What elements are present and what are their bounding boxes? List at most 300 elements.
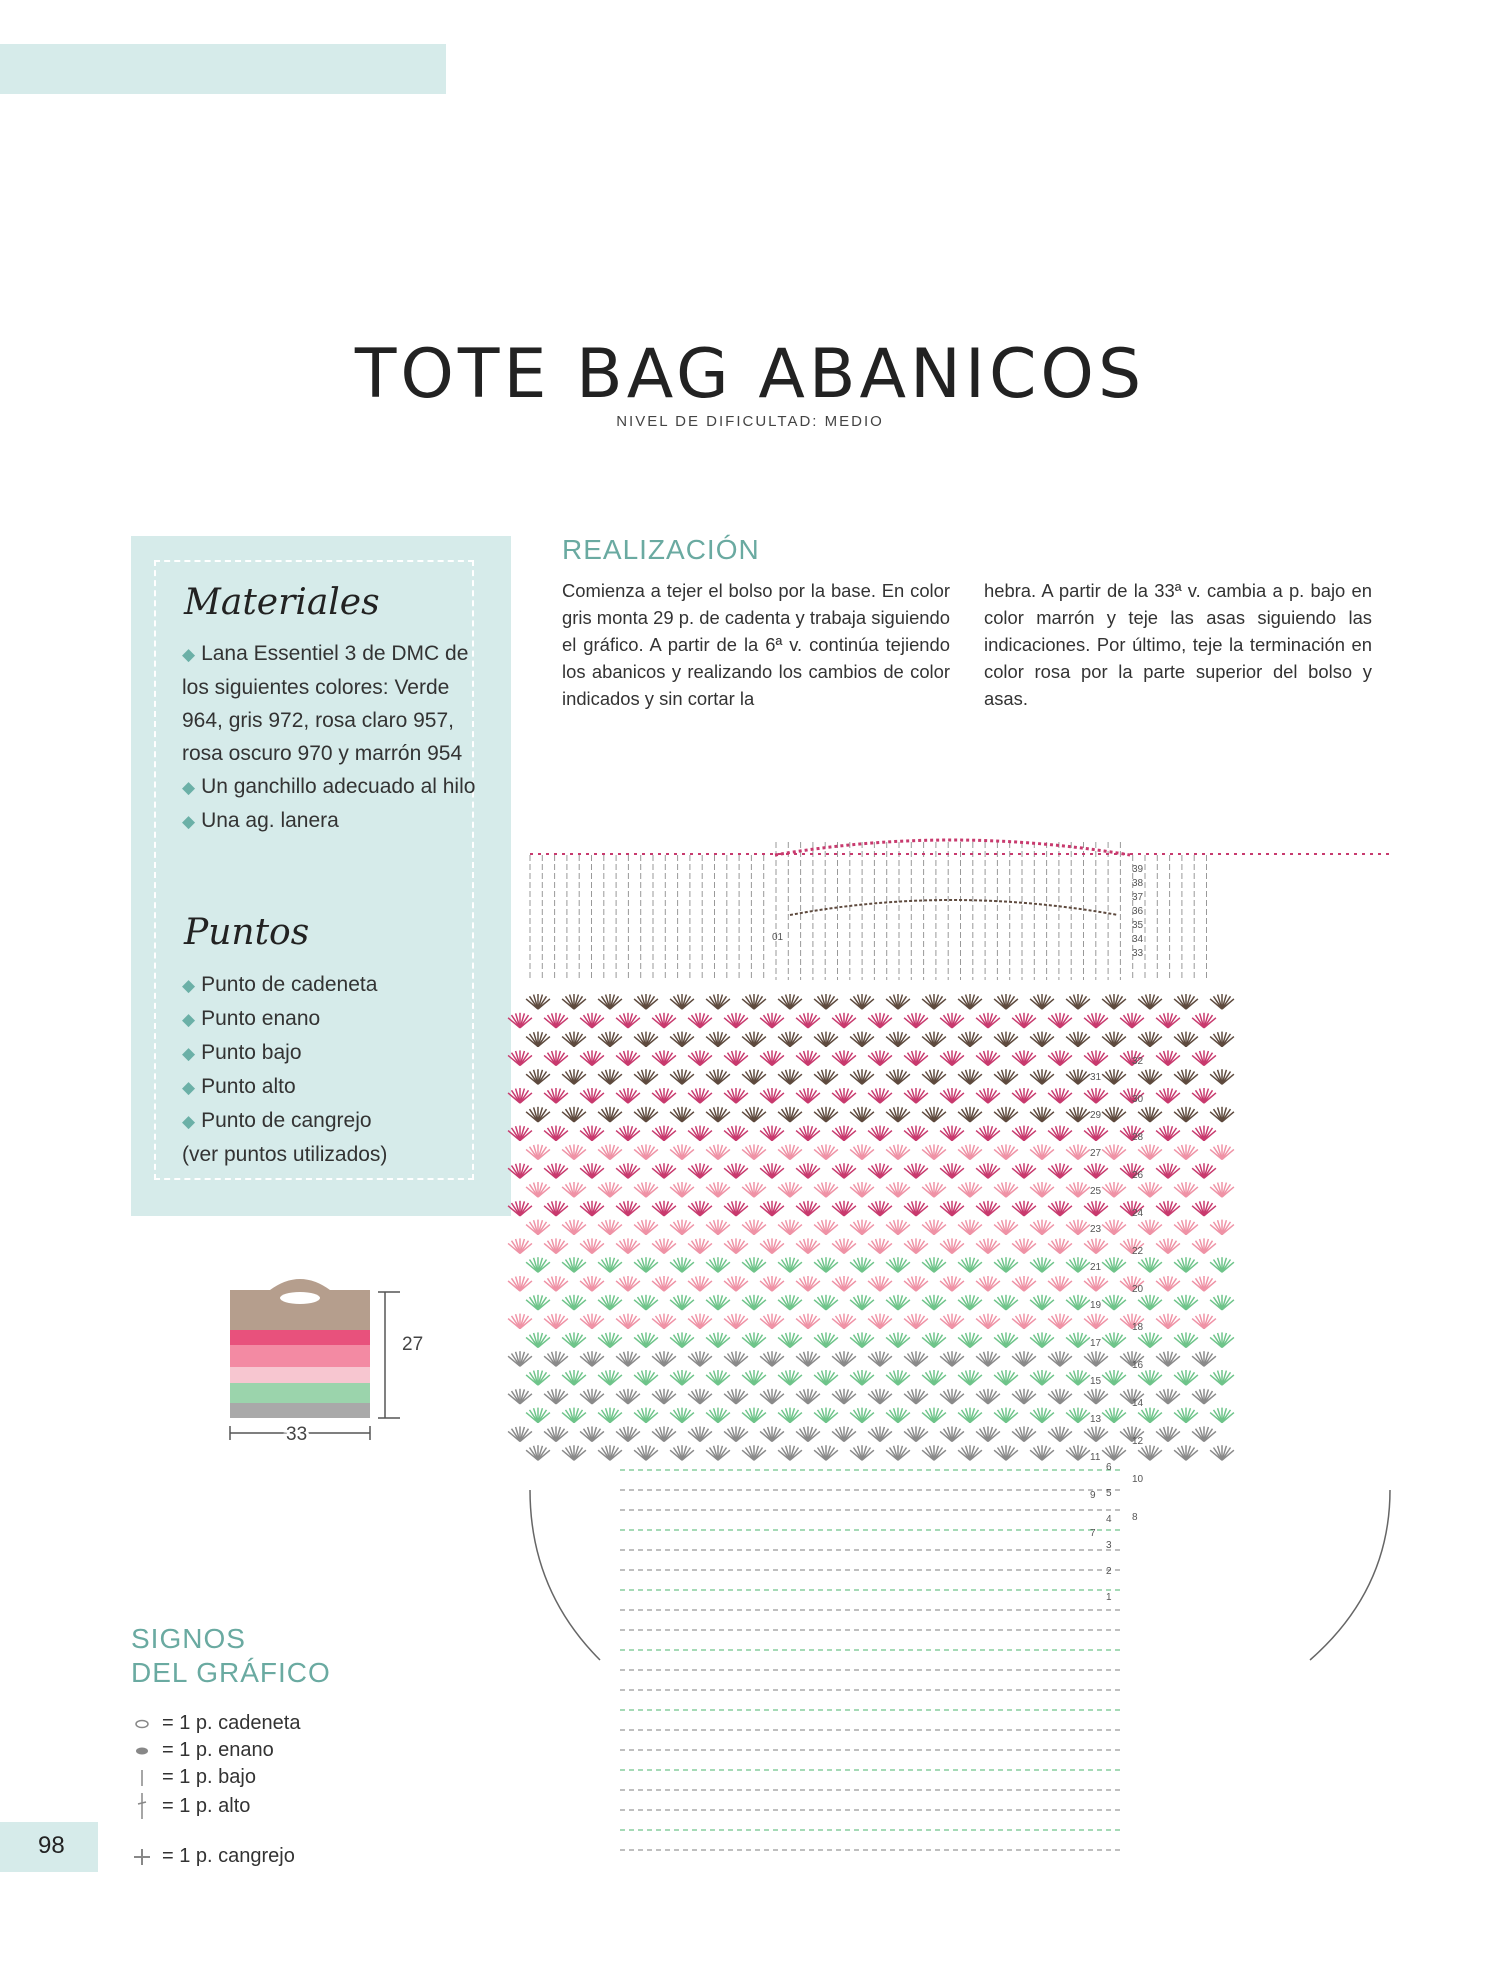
- fan-stitch: [544, 1238, 568, 1253]
- fan-stitch: [598, 1220, 622, 1235]
- fan-stitch: [778, 1370, 802, 1385]
- fan-stitch: [616, 1201, 640, 1216]
- fan-stitch: [1084, 1426, 1108, 1441]
- fan-stitch: [598, 1370, 622, 1385]
- stitches-heading: Puntos: [184, 912, 310, 953]
- fan-stitch: [760, 1314, 784, 1329]
- fan-stitch: [940, 1050, 964, 1065]
- fan-stitch: [904, 1389, 928, 1404]
- fan-stitch: [1084, 1238, 1108, 1253]
- fan-stitch: [1012, 1351, 1036, 1366]
- fan-stitch: [1084, 1050, 1108, 1065]
- fan-stitch: [904, 1426, 928, 1441]
- slip-stitch-icon: [130, 1746, 154, 1756]
- fan-stitch: [1210, 1182, 1234, 1197]
- fan-stitch: [922, 1220, 946, 1235]
- fan-stitch: [508, 1314, 532, 1329]
- fan-stitch: [652, 1351, 676, 1366]
- fan-stitch: [778, 1107, 802, 1122]
- fan-stitch: [976, 1426, 1000, 1441]
- fan-stitch: [832, 1088, 856, 1103]
- fan-stitch: [688, 1314, 712, 1329]
- fan-stitch: [958, 1370, 982, 1385]
- fan-stitch: [562, 1370, 586, 1385]
- fan-stitch: [796, 1426, 820, 1441]
- fan-stitch: [508, 1351, 532, 1366]
- fan-stitch: [1066, 1257, 1090, 1272]
- fan-stitch: [976, 1314, 1000, 1329]
- fan-stitch: [688, 1389, 712, 1404]
- fan-stitch: [1012, 1050, 1036, 1065]
- fan-stitch: [688, 1238, 712, 1253]
- realization-column-1: Comienza a tejer el bolso por la base. En color gris monta 29 p. de cadenta y trabaja siguiendo el gráfico. A partir de la 6ª v. continúa tejiendo los abanicos y realizando los cambios de color indicados y sin cortar la: [562, 580, 950, 709]
- fan-stitch: [760, 1088, 784, 1103]
- row-number: 12: [1132, 1436, 1144, 1447]
- fan-stitch: [814, 1370, 838, 1385]
- fan-stitch: [886, 1445, 910, 1460]
- fan-stitch: [742, 1295, 766, 1310]
- row-number: 25: [1090, 1186, 1102, 1197]
- fan-stitch: [544, 1426, 568, 1441]
- fan-stitch: [922, 994, 946, 1009]
- fan-stitch: [1156, 1426, 1180, 1441]
- fan-stitch: [634, 1182, 658, 1197]
- fan-stitch: [508, 1163, 532, 1178]
- fan-stitch: [1138, 1220, 1162, 1235]
- row-number: 28: [1132, 1132, 1144, 1143]
- fan-stitch: [742, 1370, 766, 1385]
- fan-stitch: [1048, 1163, 1072, 1178]
- fan-stitch: [940, 1238, 964, 1253]
- fan-stitch: [1192, 1088, 1216, 1103]
- fan-stitch: [814, 1182, 838, 1197]
- row-number: 39: [1132, 864, 1144, 875]
- fan-stitch: [976, 1276, 1000, 1291]
- row-number: 5: [1106, 1488, 1112, 1499]
- fan-stitch: [634, 1032, 658, 1047]
- fan-stitch: [796, 1201, 820, 1216]
- fan-stitch: [1012, 1314, 1036, 1329]
- fan-stitch: [796, 1389, 820, 1404]
- row-number: 4: [1106, 1514, 1112, 1525]
- fan-stitch: [1030, 994, 1054, 1009]
- fan-stitch: [652, 1201, 676, 1216]
- bag-width-label: 33: [286, 1424, 308, 1445]
- fan-stitch: [1012, 1426, 1036, 1441]
- fan-stitch: [778, 1445, 802, 1460]
- fan-stitch: [742, 1107, 766, 1122]
- fan-stitch: [724, 1013, 748, 1028]
- fan-stitch: [1174, 1144, 1198, 1159]
- fan-stitch: [886, 1257, 910, 1272]
- diamond-bullet-icon: ◆: [182, 1010, 196, 1029]
- fan-stitch: [778, 1332, 802, 1347]
- fan-stitch: [958, 1069, 982, 1084]
- fan-stitch: [958, 1408, 982, 1423]
- fan-stitch: [706, 1295, 730, 1310]
- fan-stitch: [814, 1032, 838, 1047]
- row-number: 18: [1132, 1322, 1144, 1333]
- fan-stitch: [634, 1069, 658, 1084]
- fan-stitch: [796, 1126, 820, 1141]
- fan-stitch: [724, 1389, 748, 1404]
- fan-stitch: [760, 1201, 784, 1216]
- fan-stitch: [868, 1389, 892, 1404]
- fan-stitch: [994, 1257, 1018, 1272]
- fan-stitch: [814, 994, 838, 1009]
- fan-stitch: [868, 1126, 892, 1141]
- fan-stitch: [976, 1013, 1000, 1028]
- row-number: 35: [1132, 920, 1144, 931]
- fan-stitch: [1210, 1069, 1234, 1084]
- fan-stitch: [562, 1295, 586, 1310]
- fan-stitch: [1156, 1050, 1180, 1065]
- fan-stitch: [634, 994, 658, 1009]
- bag-dimension-figure: [210, 1270, 424, 1450]
- diamond-bullet-icon: ◆: [182, 1078, 196, 1097]
- fan-stitch: [922, 1445, 946, 1460]
- signs-heading: SIGNOS DEL GRÁFICO: [131, 1623, 331, 1688]
- fan-stitch: [922, 1144, 946, 1159]
- fan-stitch: [1102, 1182, 1126, 1197]
- fan-stitch: [580, 1201, 604, 1216]
- fan-stitch: [742, 1445, 766, 1460]
- crab-stitch-icon: [130, 1847, 154, 1867]
- materials-heading: Materiales: [184, 582, 380, 623]
- fan-stitch: [706, 1182, 730, 1197]
- fan-stitch: [598, 1445, 622, 1460]
- fan-stitch: [580, 1276, 604, 1291]
- fan-stitch: [1084, 1276, 1108, 1291]
- fan-stitch: [814, 1257, 838, 1272]
- fan-stitch: [526, 1107, 550, 1122]
- fan-stitch: [760, 1276, 784, 1291]
- fan-stitch: [1174, 1069, 1198, 1084]
- stitches-list: [182, 968, 482, 1171]
- fan-stitch: [724, 1088, 748, 1103]
- fan-stitch: [1192, 1050, 1216, 1065]
- fan-stitch: [976, 1088, 1000, 1103]
- fan-stitch: [1210, 1107, 1234, 1122]
- fan-stitch: [1174, 1182, 1198, 1197]
- fan-stitch: [796, 1163, 820, 1178]
- fan-stitch: [1156, 1351, 1180, 1366]
- fan-stitch: [1138, 1107, 1162, 1122]
- fan-stitch: [1138, 1032, 1162, 1047]
- fan-stitch: [616, 1050, 640, 1065]
- fan-stitch: [868, 1276, 892, 1291]
- fan-stitch: [598, 1107, 622, 1122]
- fan-stitch: [598, 994, 622, 1009]
- fan-stitch: [652, 1088, 676, 1103]
- fan-stitch: [1174, 1220, 1198, 1235]
- row-number: 14: [1132, 1398, 1144, 1409]
- fan-stitch: [1210, 1032, 1234, 1047]
- legend-row: = 1 p. enano: [130, 1737, 300, 1764]
- fan-stitch: [742, 1032, 766, 1047]
- fan-stitch: [1084, 1351, 1108, 1366]
- fan-stitch: [760, 1351, 784, 1366]
- realization-column-2: hebra. A partir de la 33ª v. cambia a p. bajo en color marrón y teje las asas siguiendo las indicaciones. Por último, teje la terminación en color rosa por la parte superior del bolso y asas.: [984, 580, 1372, 709]
- row-number: 8: [1132, 1512, 1138, 1523]
- row-number: 29: [1090, 1110, 1102, 1121]
- fan-stitch: [1048, 1088, 1072, 1103]
- fan-stitch: [562, 1107, 586, 1122]
- fan-stitch: [1192, 1351, 1216, 1366]
- fan-stitch: [796, 1351, 820, 1366]
- fan-stitch: [580, 1314, 604, 1329]
- fan-stitch: [1030, 1107, 1054, 1122]
- fan-stitch: [616, 1276, 640, 1291]
- fan-stitch: [1030, 1220, 1054, 1235]
- fan-stitch: [1138, 1408, 1162, 1423]
- fan-stitch: [508, 1426, 532, 1441]
- fan-stitch: [724, 1163, 748, 1178]
- fan-stitch: [760, 1163, 784, 1178]
- fan-stitch: [958, 1220, 982, 1235]
- fan-stitch: [598, 1408, 622, 1423]
- fan-stitch: [814, 1144, 838, 1159]
- fan-stitch: [814, 1445, 838, 1460]
- fan-stitch: [634, 1332, 658, 1347]
- fan-stitch: [580, 1238, 604, 1253]
- fan-stitch: [634, 1107, 658, 1122]
- fan-stitch: [1192, 1126, 1216, 1141]
- stitch-item: ◆ Punto bajo: [182, 1041, 302, 1064]
- fan-stitch: [760, 1426, 784, 1441]
- row-number: 7: [1090, 1528, 1096, 1539]
- realization-heading: REALIZACIÓN: [562, 534, 760, 565]
- fan-stitch: [796, 1013, 820, 1028]
- fan-stitch: [688, 1163, 712, 1178]
- fan-stitch: [544, 1201, 568, 1216]
- fan-stitch: [940, 1389, 964, 1404]
- fan-stitch: [868, 1238, 892, 1253]
- fan-stitch: [940, 1013, 964, 1028]
- fan-stitch: [994, 1144, 1018, 1159]
- fan-stitch: [1084, 1088, 1108, 1103]
- fan-stitch: [1174, 1295, 1198, 1310]
- row-number: 26: [1132, 1170, 1144, 1181]
- fan-stitch: [976, 1389, 1000, 1404]
- fan-stitch: [760, 1126, 784, 1141]
- fan-stitch: [706, 1445, 730, 1460]
- fan-stitch: [526, 1144, 550, 1159]
- fan-stitch: [1084, 1163, 1108, 1178]
- fan-stitch: [850, 1257, 874, 1272]
- fan-stitch: [868, 1050, 892, 1065]
- fan-stitch: [1102, 1445, 1126, 1460]
- fan-stitch: [1138, 1069, 1162, 1084]
- fan-stitch: [670, 1107, 694, 1122]
- fan-stitch: [922, 1069, 946, 1084]
- fan-stitch: [1210, 1257, 1234, 1272]
- fan-stitch: [796, 1276, 820, 1291]
- fan-stitch: [688, 1276, 712, 1291]
- row-number: 3: [1106, 1540, 1112, 1551]
- fan-stitch: [652, 1050, 676, 1065]
- fan-stitch: [670, 1182, 694, 1197]
- fan-stitch: [1048, 1314, 1072, 1329]
- fan-stitch: [670, 1370, 694, 1385]
- row-number: 23: [1090, 1224, 1102, 1235]
- fan-stitch: [724, 1050, 748, 1065]
- fan-stitch: [796, 1050, 820, 1065]
- fan-stitch: [670, 1295, 694, 1310]
- fan-stitch: [1066, 1408, 1090, 1423]
- fan-stitch: [1156, 1126, 1180, 1141]
- fan-stitch: [922, 1032, 946, 1047]
- fan-stitch: [1012, 1088, 1036, 1103]
- fan-stitch: [670, 1408, 694, 1423]
- row-number: 20: [1132, 1284, 1144, 1295]
- fan-stitch: [1138, 1257, 1162, 1272]
- row-number: 22: [1132, 1246, 1144, 1257]
- handle-top-edge: [775, 840, 1130, 855]
- fan-stitch: [940, 1163, 964, 1178]
- fan-stitch: [832, 1238, 856, 1253]
- fan-stitch: [904, 1238, 928, 1253]
- handle-opening-edge: [790, 900, 1118, 915]
- fan-stitch: [1192, 1276, 1216, 1291]
- fan-stitch: [598, 1295, 622, 1310]
- fan-stitch: [976, 1351, 1000, 1366]
- fan-stitch: [1174, 994, 1198, 1009]
- fan-stitch: [1192, 1389, 1216, 1404]
- fan-stitch: [1066, 994, 1090, 1009]
- fan-stitch: [616, 1126, 640, 1141]
- fan-stitch: [1192, 1314, 1216, 1329]
- fan-stitch: [850, 1220, 874, 1235]
- fan-stitch: [580, 1050, 604, 1065]
- fan-stitch: [958, 1295, 982, 1310]
- fan-stitch: [832, 1201, 856, 1216]
- fan-stitch: [526, 1332, 550, 1347]
- fan-stitch: [1210, 1445, 1234, 1460]
- fan-stitch: [850, 1182, 874, 1197]
- fan-stitch: [1102, 994, 1126, 1009]
- fan-stitch: [1156, 1389, 1180, 1404]
- fan-stitch: [706, 1370, 730, 1385]
- fan-stitch: [1156, 1088, 1180, 1103]
- fan-stitch: [1012, 1389, 1036, 1404]
- fan-stitch: [706, 1332, 730, 1347]
- fan-stitch: [688, 1050, 712, 1065]
- fan-stitch: [562, 1032, 586, 1047]
- fan-stitch: [580, 1088, 604, 1103]
- fan-stitch: [976, 1050, 1000, 1065]
- fan-stitch: [958, 1445, 982, 1460]
- fan-stitch: [778, 1069, 802, 1084]
- fan-stitch: [1102, 1032, 1126, 1047]
- fan-stitch: [706, 1107, 730, 1122]
- fan-stitch: [904, 1126, 928, 1141]
- fan-stitch: [922, 1408, 946, 1423]
- stitch-item: ◆ Punto alto: [182, 1075, 296, 1098]
- fan-stitch: [724, 1238, 748, 1253]
- fan-stitch: [1102, 1220, 1126, 1235]
- fan-stitch: [526, 1257, 550, 1272]
- fan-stitch: [832, 1426, 856, 1441]
- fan-stitch: [1012, 1201, 1036, 1216]
- fan-stitch: [688, 1126, 712, 1141]
- fan-stitch: [922, 1332, 946, 1347]
- fan-stitch: [1066, 1332, 1090, 1347]
- diamond-bullet-icon: ◆: [182, 812, 196, 831]
- fan-stitch: [832, 1050, 856, 1065]
- row-number: 10: [1132, 1474, 1144, 1485]
- stitch-item: ◆ Punto de cangrejo: [182, 1109, 372, 1132]
- row-number: 11: [1090, 1452, 1101, 1463]
- fan-stitch: [1156, 1201, 1180, 1216]
- fan-stitch: [850, 1295, 874, 1310]
- fan-stitch: [868, 1088, 892, 1103]
- fan-stitch: [526, 1182, 550, 1197]
- fan-stitch: [562, 1182, 586, 1197]
- row-number: 9: [1090, 1490, 1096, 1501]
- fan-stitch: [724, 1126, 748, 1141]
- fan-stitch: [580, 1126, 604, 1141]
- fan-stitch: [814, 1220, 838, 1235]
- fan-stitch: [814, 1069, 838, 1084]
- fan-stitch: [778, 1295, 802, 1310]
- chain-stitch-icon: [130, 1719, 154, 1729]
- fan-stitch: [904, 1314, 928, 1329]
- fan-stitch: [652, 1238, 676, 1253]
- fan-stitch: [562, 1069, 586, 1084]
- fan-stitch: [886, 1220, 910, 1235]
- fan-stitch: [940, 1351, 964, 1366]
- fan-stitch: [886, 1182, 910, 1197]
- fan-stitch: [778, 1182, 802, 1197]
- fan-stitch: [1084, 1013, 1108, 1028]
- fan-stitch: [508, 1276, 532, 1291]
- fan-stitch: [1030, 1257, 1054, 1272]
- fan-stitch: [868, 1426, 892, 1441]
- fan-stitch: [940, 1201, 964, 1216]
- fan-stitch: [526, 1032, 550, 1047]
- row-number: 31: [1090, 1072, 1102, 1083]
- fan-stitch: [544, 1276, 568, 1291]
- fan-stitch: [670, 1220, 694, 1235]
- fan-stitch: [1156, 1238, 1180, 1253]
- fan-stitch: [706, 1144, 730, 1159]
- fan-stitch: [526, 1069, 550, 1084]
- fan-stitch: [1210, 1332, 1234, 1347]
- fan-stitch: [1084, 1389, 1108, 1404]
- fan-stitch: [1030, 1370, 1054, 1385]
- fan-stitch: [1156, 1314, 1180, 1329]
- fan-stitch: [634, 1295, 658, 1310]
- fan-stitch: [544, 1314, 568, 1329]
- fan-stitch: [958, 1257, 982, 1272]
- fan-stitch: [1030, 1408, 1054, 1423]
- row-number: 30: [1132, 1094, 1144, 1105]
- fan-stitch: [1102, 1332, 1126, 1347]
- fan-stitch: [544, 1163, 568, 1178]
- fan-stitch: [886, 1295, 910, 1310]
- fan-stitch: [814, 1332, 838, 1347]
- fan-stitch: [652, 1126, 676, 1141]
- fan-stitch: [904, 1163, 928, 1178]
- fan-stitch: [886, 1032, 910, 1047]
- row-number: 24: [1132, 1208, 1144, 1219]
- bag-handle-hole: [280, 1292, 320, 1304]
- fan-stitch: [1138, 1182, 1162, 1197]
- fan-stitch: [976, 1238, 1000, 1253]
- fan-stitch: [742, 1144, 766, 1159]
- fan-stitch: [508, 1013, 532, 1028]
